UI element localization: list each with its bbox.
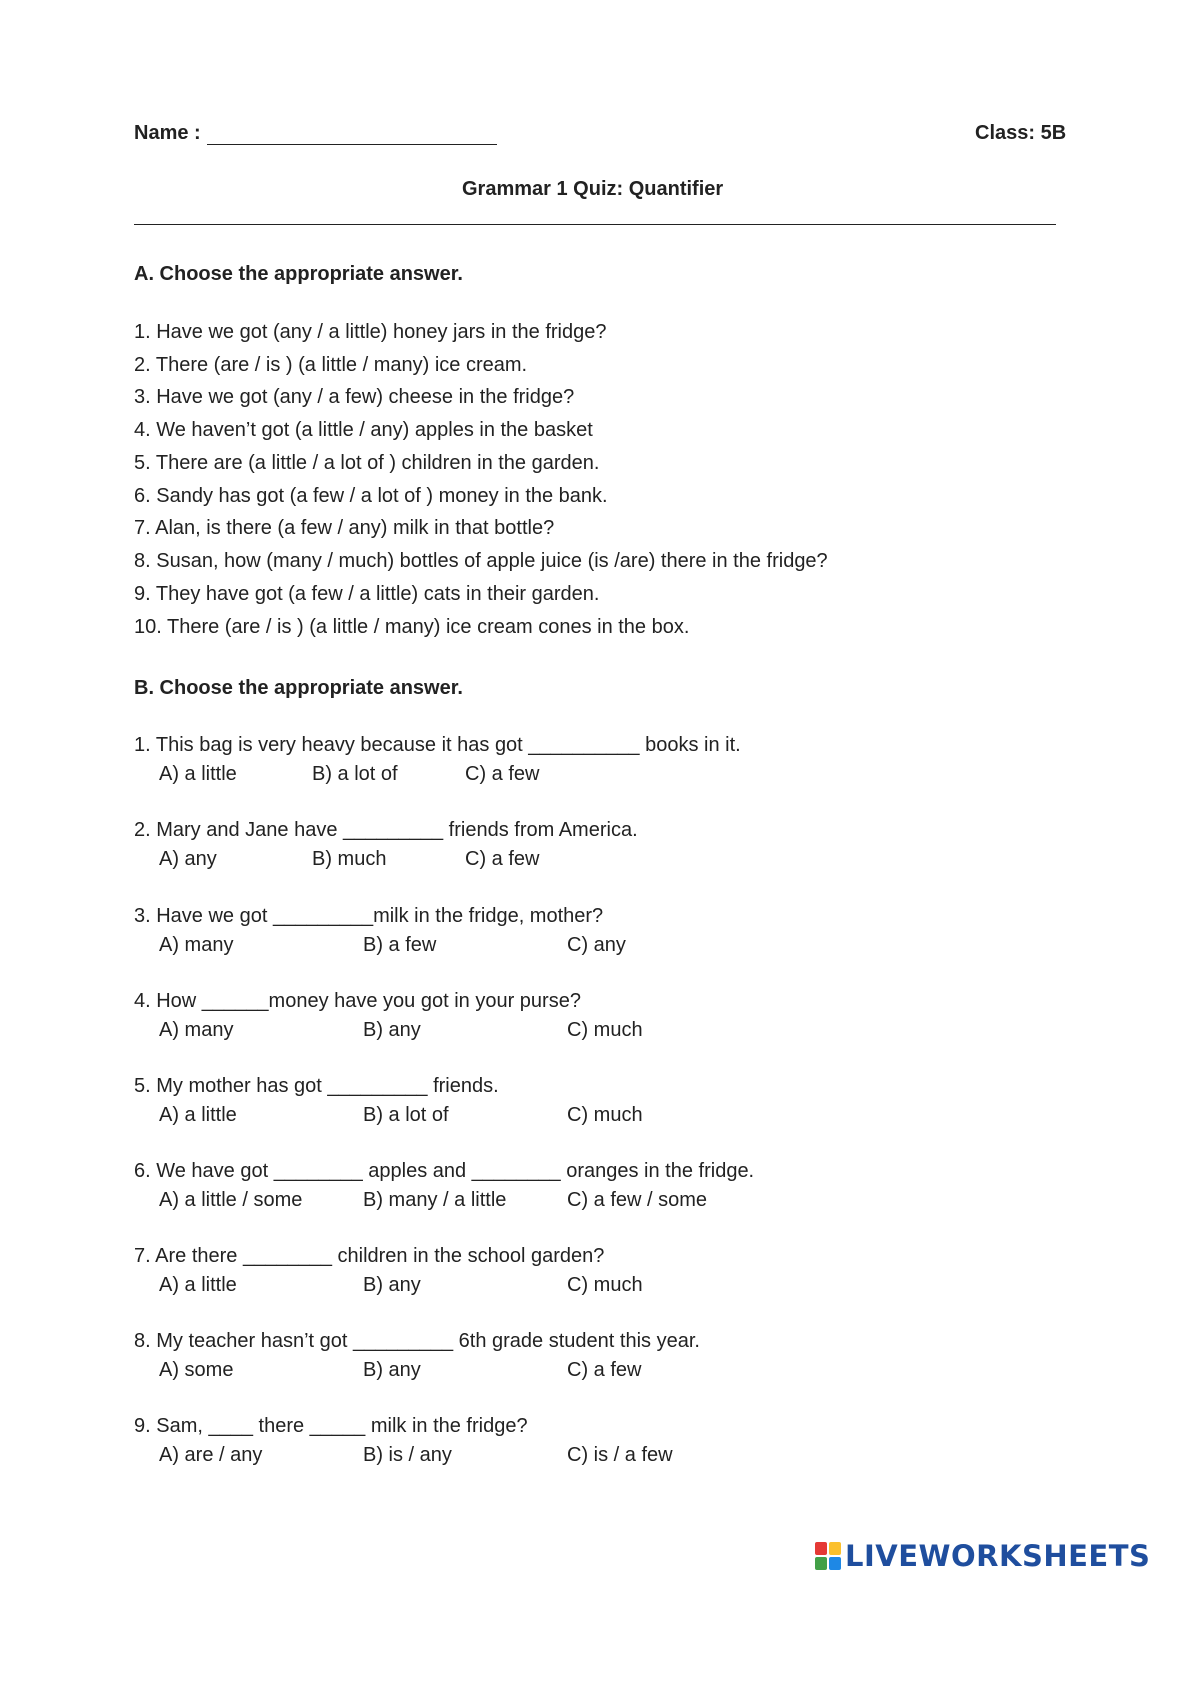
question-text: 7. Are there ________ children in the school garden? [134,1245,605,1267]
option-b[interactable]: B) much [312,848,387,870]
name-blank-line [207,144,497,145]
option-b[interactable]: B) any [363,1359,421,1381]
question-text: 1. This bag is very heavy because it has got __________ books in it. [134,734,741,756]
liveworksheets-logo[interactable] [815,1538,1150,1574]
question-text: 5. My mother has got _________ friends. [134,1075,499,1097]
option-a[interactable]: A) any [159,848,217,870]
option-b[interactable]: B) a lot of [312,763,398,785]
option-c[interactable]: C) a few [465,848,540,870]
option-c[interactable]: C) much [567,1274,643,1296]
name-label: Name : [134,122,201,144]
section-a-item: 8. Susan, how (many / much) bottles of apple juice (is /are) there in the fridge? [134,550,828,572]
option-b[interactable]: B) any [363,1019,421,1041]
option-a[interactable]: A) many [159,934,234,956]
option-c[interactable]: C) a few [567,1359,642,1381]
option-c[interactable]: C) a few / some [567,1189,708,1211]
option-a[interactable]: A) a little [159,763,237,785]
logo-text: LIVEWORKSHEETS [845,1539,1151,1573]
option-a[interactable]: A) a little / some [159,1189,303,1211]
section-a-item: 5. There are (a little / a lot of ) children in the garden. [134,452,600,474]
section-a-item: 7. Alan, is there (a few / any) milk in that bottle? [134,517,555,539]
title-divider [134,224,1056,225]
option-c[interactable]: C) much [567,1019,643,1041]
question-text: 2. Mary and Jane have _________ friends from America. [134,819,638,841]
option-c[interactable]: C) is / a few [567,1444,673,1466]
page-title: Grammar 1 Quiz: Quantifier [462,178,724,200]
option-a[interactable]: A) a little [159,1104,237,1126]
section-a-item: 2. There (are / is ) (a little / many) ice cream. [134,354,528,376]
option-a[interactable]: A) are / any [159,1444,263,1466]
option-b[interactable]: B) any [363,1274,421,1296]
section-b-heading: B. Choose the appropriate answer. [134,677,463,699]
liveworksheets-grid-icon [815,1542,841,1570]
section-a-item: 1. Have we got (any / a little) honey jars in the fridge? [134,321,607,343]
section-a-item: 9. They have got (a few / a little) cats in their garden. [134,583,600,605]
section-a-item: 10. There (are / is ) (a little / many) ice cream cones in the box. [134,616,690,638]
section-a-heading: A. Choose the appropriate answer. [134,263,463,285]
option-a[interactable]: A) a little [159,1274,237,1296]
option-a[interactable]: A) some [159,1359,234,1381]
section-a-item: 3. Have we got (any / a few) cheese in the fridge? [134,386,575,408]
option-b[interactable]: B) a few [363,934,437,956]
option-b[interactable]: B) is / any [363,1444,452,1466]
section-a-item: 4. We haven’t got (a little / any) apples in the basket [134,419,593,441]
option-a[interactable]: A) many [159,1019,234,1041]
question-text: 3. Have we got _________milk in the fridge, mother? [134,905,604,927]
section-a-item: 6. Sandy has got (a few / a lot of ) money in the bank. [134,485,608,507]
question-text: 6. We have got ________ apples and ________ oranges in the fridge. [134,1160,755,1182]
question-text: 9. Sam, ____ there _____ milk in the fridge? [134,1415,528,1437]
option-c[interactable]: C) a few [465,763,540,785]
option-b[interactable]: B) many / a little [363,1189,507,1211]
option-c[interactable]: C) any [567,934,626,956]
class-label: Class: 5B [975,122,1067,144]
option-c[interactable]: C) much [567,1104,643,1126]
question-text: 8. My teacher hasn’t got _________ 6th grade student this year. [134,1330,700,1352]
option-b[interactable]: B) a lot of [363,1104,449,1126]
question-text: 4. How ______money have you got in your purse? [134,990,581,1012]
